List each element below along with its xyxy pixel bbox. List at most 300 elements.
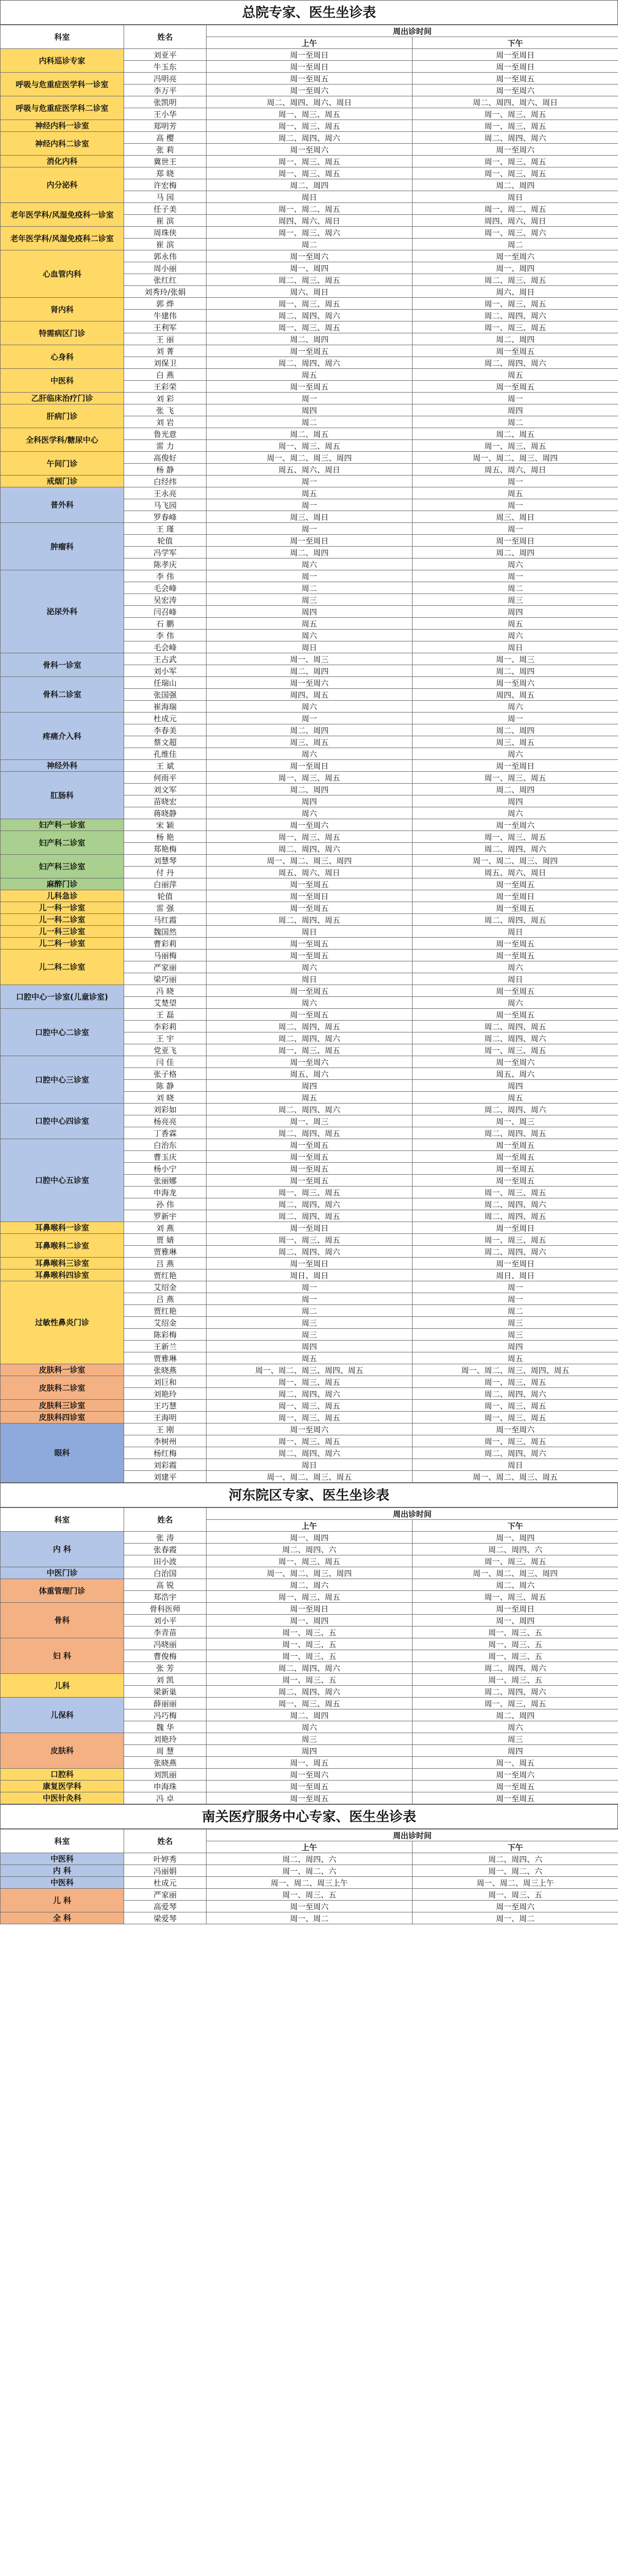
doctor-name: 郑 晓 bbox=[124, 167, 207, 179]
am-schedule: 周一、周三、周五 bbox=[207, 108, 413, 120]
am-schedule: 周五 bbox=[207, 618, 413, 630]
am-schedule: 周一至周五 bbox=[207, 878, 413, 890]
am-schedule: 周四 bbox=[207, 1745, 413, 1757]
pm-schedule: 周一、周二、六 bbox=[413, 1865, 618, 1877]
am-schedule: 周二、周三、周五 bbox=[207, 274, 413, 286]
dept-cell: 皮肤科 bbox=[1, 1733, 124, 1769]
dept-cell: 皮肤科二诊室 bbox=[1, 1376, 124, 1400]
am-schedule: 周一、周三、周五 bbox=[207, 167, 413, 179]
am-schedule: 周日 bbox=[207, 641, 413, 653]
pm-schedule: 周一、周三、周五 bbox=[413, 1591, 618, 1603]
am-schedule: 周日、周日 bbox=[207, 1269, 413, 1281]
doctor-name: 白丽萍 bbox=[124, 878, 207, 890]
doctor-name: 许宏梅 bbox=[124, 179, 207, 191]
doctor-name: 贾红艳 bbox=[124, 1269, 207, 1281]
doctor-name: 张凯明 bbox=[124, 96, 207, 108]
am-schedule: 周二、周四 bbox=[207, 333, 413, 345]
pm-schedule: 周一至周五 bbox=[413, 1151, 618, 1163]
dept-cell: 泌尿外科 bbox=[1, 570, 124, 653]
am-schedule: 周二、周四、周六 bbox=[207, 132, 413, 144]
am-schedule: 周一、周四 bbox=[207, 262, 413, 274]
doctor-name: 王 宇 bbox=[124, 1032, 207, 1044]
pm-schedule: 周二、周四 bbox=[413, 724, 618, 736]
table-row bbox=[1, 345, 618, 357]
table-row bbox=[1, 452, 618, 464]
table-row bbox=[1, 926, 618, 938]
doctor-name: 王 斌 bbox=[124, 760, 207, 772]
am-schedule: 周一、周三 bbox=[207, 653, 413, 665]
table-row bbox=[1, 1603, 618, 1615]
pm-schedule: 周一、周三、周五 bbox=[413, 1044, 618, 1056]
doctor-name: 李 伟 bbox=[124, 570, 207, 582]
pm-schedule: 周五 bbox=[413, 487, 618, 499]
am-schedule: 周二、周六 bbox=[207, 1579, 413, 1591]
pm-schedule: 周一、周四 bbox=[413, 1532, 618, 1544]
table-row bbox=[1, 120, 618, 132]
pm-schedule: 周一至周六 bbox=[413, 1423, 618, 1435]
pm-schedule: 周一、周三、周五 bbox=[413, 1698, 618, 1709]
pm-schedule: 周六、周日 bbox=[413, 286, 618, 298]
am-schedule: 周五、周六、周日 bbox=[207, 464, 413, 476]
pm-schedule: 周四 bbox=[413, 795, 618, 807]
am-schedule: 周六、周日 bbox=[207, 286, 413, 298]
pm-schedule: 周一至周六 bbox=[413, 1769, 618, 1781]
table-row bbox=[1, 428, 618, 440]
pm-schedule: 周一、周二 bbox=[413, 1912, 618, 1924]
am-schedule: 周一、周三、周五 bbox=[207, 156, 413, 167]
pm-schedule: 周五 bbox=[413, 1092, 618, 1104]
am-schedule: 周二 bbox=[207, 1305, 413, 1317]
header-row bbox=[1, 1508, 618, 1520]
table-row bbox=[1, 890, 618, 902]
doctor-name: 严家丽 bbox=[124, 961, 207, 973]
doctor-name: 马丽梅 bbox=[124, 950, 207, 961]
pm-schedule: 周五、周六、周日 bbox=[413, 464, 618, 476]
am-schedule: 周一至周日 bbox=[207, 1222, 413, 1234]
pm-schedule: 周一、周三、周五 bbox=[413, 440, 618, 452]
pm-schedule: 周一、周三、周五 bbox=[413, 1234, 618, 1246]
doctor-name: 艾绍金 bbox=[124, 1281, 207, 1293]
table-row bbox=[1, 985, 618, 997]
dept-cell: 耳鼻喉科二诊室 bbox=[1, 1234, 124, 1258]
pm-schedule: 周二、周四、周六 bbox=[413, 1198, 618, 1210]
doctor-name: 郭 烨 bbox=[124, 298, 207, 310]
pm-schedule: 周日 bbox=[413, 641, 618, 653]
doctor-name: 张晓燕 bbox=[124, 1757, 207, 1769]
header-row bbox=[1, 25, 618, 37]
am-schedule: 周二、周四 bbox=[207, 547, 413, 558]
section-title: 河东院区专家、医生坐诊表 bbox=[0, 1483, 618, 1507]
table-row bbox=[1, 1769, 618, 1781]
am-schedule: 周一至周五 bbox=[207, 985, 413, 997]
doctor-name: 李青苗 bbox=[124, 1626, 207, 1638]
table-row bbox=[1, 1056, 618, 1068]
table-row bbox=[1, 1877, 618, 1889]
am-schedule: 周三 bbox=[207, 594, 413, 606]
doctor-name: 郭永伟 bbox=[124, 250, 207, 262]
pm-schedule: 周二、周四、周六 bbox=[413, 843, 618, 855]
doctor-name: 刘 晓 bbox=[124, 1092, 207, 1104]
am-schedule: 周一、周二、六 bbox=[207, 1865, 413, 1877]
table-row bbox=[1, 1567, 618, 1579]
pm-schedule: 周六 bbox=[413, 630, 618, 641]
dept-cell: 肛肠科 bbox=[1, 772, 124, 819]
am-schedule: 周一、周三、周五 bbox=[207, 1435, 413, 1447]
pm-schedule: 周一、周三、五 bbox=[413, 1889, 618, 1901]
dept-cell: 呼吸与危重症医学科二诊室 bbox=[1, 96, 124, 120]
table-row bbox=[1, 819, 618, 831]
am-schedule: 周一、周二、周三、周四 bbox=[207, 855, 413, 867]
am-schedule: 周三 bbox=[207, 1733, 413, 1745]
dept-cell: 消化内科 bbox=[1, 156, 124, 167]
am-schedule: 周一、周三、周五 bbox=[207, 1698, 413, 1709]
doctor-name: 叶婷秀 bbox=[124, 1853, 207, 1865]
am-schedule: 周一至周六 bbox=[207, 1423, 413, 1435]
pm-schedule: 周五 bbox=[413, 369, 618, 381]
pm-schedule: 周一、周二、周三、周四 bbox=[413, 855, 618, 867]
pm-schedule: 周一至周日 bbox=[413, 1222, 618, 1234]
dept-cell: 心身科 bbox=[1, 345, 124, 369]
dept-cell: 骨科 bbox=[1, 1603, 124, 1638]
doctor-name: 宋 颖 bbox=[124, 819, 207, 831]
dept-cell: 中医针灸科 bbox=[1, 1792, 124, 1804]
table-row bbox=[1, 1258, 618, 1269]
pm-schedule: 周一至周五 bbox=[413, 73, 618, 84]
doctor-name: 孙 伟 bbox=[124, 1198, 207, 1210]
pm-schedule: 周日 bbox=[413, 926, 618, 938]
pm-schedule: 周一、周二、周三、周五 bbox=[413, 1471, 618, 1483]
doctor-name: 雷 力 bbox=[124, 440, 207, 452]
dept-cell: 皮肤科四诊室 bbox=[1, 1412, 124, 1423]
table-row bbox=[1, 713, 618, 724]
pm-schedule: 周二、周四 bbox=[413, 665, 618, 677]
pm-schedule: 周一、周三、周五 bbox=[413, 1435, 618, 1447]
am-schedule: 周二、周四 bbox=[207, 179, 413, 191]
doctor-name: 石 鹏 bbox=[124, 618, 207, 630]
pm-header: 下午 bbox=[413, 37, 618, 49]
doctor-name: 申海珠 bbox=[124, 1781, 207, 1792]
am-schedule: 周一、周三、五 bbox=[207, 1626, 413, 1638]
pm-schedule: 周一 bbox=[413, 523, 618, 535]
dept-cell: 午间门诊 bbox=[1, 452, 124, 476]
pm-schedule: 周二、周四、周六 bbox=[413, 1686, 618, 1698]
am-schedule: 周一至周日 bbox=[207, 1603, 413, 1615]
am-schedule: 周一、周三、周五 bbox=[207, 831, 413, 843]
am-schedule: 周一、周三、周五 bbox=[207, 321, 413, 333]
table-row bbox=[1, 203, 618, 215]
pm-schedule: 周一、周二、周三、周四 bbox=[413, 1567, 618, 1579]
doctor-name: 刘 凯 bbox=[124, 1674, 207, 1686]
doctor-name: 刘彩霞 bbox=[124, 1459, 207, 1471]
am-schedule: 周一、周三、周五 bbox=[207, 1400, 413, 1412]
doctor-name: 李彩莉 bbox=[124, 1021, 207, 1032]
doctor-name: 郑浩宇 bbox=[124, 1591, 207, 1603]
pm-schedule: 周一 bbox=[413, 570, 618, 582]
pm-schedule: 周二、周五 bbox=[413, 428, 618, 440]
pm-schedule: 周二、周四 bbox=[413, 1709, 618, 1721]
doctor-name: 张 涛 bbox=[124, 1532, 207, 1544]
pm-schedule: 周一、周三、周五 bbox=[413, 108, 618, 120]
doctor-name: 田小波 bbox=[124, 1555, 207, 1567]
doctor-name: 吴宏涛 bbox=[124, 594, 207, 606]
am-schedule: 周一至周五 bbox=[207, 1175, 413, 1187]
schedule-section bbox=[0, 1804, 618, 1924]
header-row bbox=[1, 1829, 618, 1841]
pm-schedule: 周五 bbox=[413, 1352, 618, 1364]
pm-schedule: 周一至周五 bbox=[413, 938, 618, 950]
dept-cell: 耳鼻喉科三诊室 bbox=[1, 1258, 124, 1269]
name-header: 姓名 bbox=[124, 1508, 207, 1532]
doctor-name: 梁巧丽 bbox=[124, 973, 207, 985]
am-schedule: 周一、周四 bbox=[207, 1532, 413, 1544]
table-row bbox=[1, 1579, 618, 1591]
schedule-section bbox=[0, 1483, 618, 1804]
schedule-table bbox=[0, 25, 618, 1483]
dept-cell: 口腔中心一诊室(儿童诊室) bbox=[1, 985, 124, 1009]
doctor-name: 杜成元 bbox=[124, 713, 207, 724]
am-schedule: 周二、周四 bbox=[207, 724, 413, 736]
am-schedule: 周一、周三、周五 bbox=[207, 1187, 413, 1198]
dept-cell: 特需病区门诊 bbox=[1, 321, 124, 345]
doctor-name: 高 锐 bbox=[124, 1579, 207, 1591]
dept-cell: 康复医学科 bbox=[1, 1781, 124, 1792]
doctor-name: 贾雅琳 bbox=[124, 1352, 207, 1364]
doctor-name: 孔维佳 bbox=[124, 748, 207, 760]
am-schedule: 周一至周六 bbox=[207, 1769, 413, 1781]
table-row bbox=[1, 1234, 618, 1246]
dept-cell: 口腔中心三诊室 bbox=[1, 1056, 124, 1104]
table-row bbox=[1, 321, 618, 333]
table-row bbox=[1, 1139, 618, 1151]
doctor-name: 王巧慧 bbox=[124, 1400, 207, 1412]
doctor-name: 蒋晓静 bbox=[124, 807, 207, 819]
table-row bbox=[1, 1104, 618, 1115]
am-schedule: 周二、周四、六 bbox=[207, 1853, 413, 1865]
pm-schedule: 周一至周六 bbox=[413, 1056, 618, 1068]
doctor-name: 王 瑾 bbox=[124, 523, 207, 535]
doctor-name: 王占武 bbox=[124, 653, 207, 665]
pm-schedule: 周六 bbox=[413, 961, 618, 973]
pm-schedule: 周一、周三、周五 bbox=[413, 1400, 618, 1412]
table-row bbox=[1, 1532, 618, 1544]
pm-schedule: 周二、周六 bbox=[413, 1579, 618, 1591]
dept-cell: 内科巡诊专家 bbox=[1, 49, 124, 73]
time-header: 周出诊时间 bbox=[207, 25, 618, 37]
name-header: 姓名 bbox=[124, 25, 207, 49]
pm-schedule: 周三、周五 bbox=[413, 736, 618, 748]
pm-schedule: 周一至周五 bbox=[413, 1139, 618, 1151]
doctor-name: 蔡文超 bbox=[124, 736, 207, 748]
table-row bbox=[1, 1412, 618, 1423]
am-schedule: 周六 bbox=[207, 997, 413, 1009]
am-schedule: 周四 bbox=[207, 404, 413, 416]
am-schedule: 周一至周五 bbox=[207, 345, 413, 357]
doctor-name: 冯学军 bbox=[124, 547, 207, 558]
am-schedule: 周六 bbox=[207, 807, 413, 819]
doctor-name: 张丽娜 bbox=[124, 1175, 207, 1187]
dept-cell: 肿瘤科 bbox=[1, 523, 124, 570]
pm-schedule: 周一、周三、周五 bbox=[413, 831, 618, 843]
pm-schedule: 周二、周四、周六 bbox=[413, 310, 618, 321]
am-schedule: 周一至周五 bbox=[207, 1139, 413, 1151]
am-schedule: 周二、周四、周六 bbox=[207, 843, 413, 855]
doctor-name: 罗新宇 bbox=[124, 1210, 207, 1222]
doctor-name: 郑艳梅 bbox=[124, 843, 207, 855]
am-schedule: 周六 bbox=[207, 558, 413, 570]
dept-cell: 麻醉门诊 bbox=[1, 878, 124, 890]
dept-cell: 疼痛介入科 bbox=[1, 713, 124, 760]
doctor-name: 张 飞 bbox=[124, 404, 207, 416]
am-schedule: 周一 bbox=[207, 499, 413, 511]
doctor-name: 雷 强 bbox=[124, 902, 207, 914]
am-schedule: 周三、周五 bbox=[207, 736, 413, 748]
am-schedule: 周五 bbox=[207, 487, 413, 499]
doctor-name: 刘 彩 bbox=[124, 393, 207, 404]
am-schedule: 周一、周三、周五 bbox=[207, 1234, 413, 1246]
doctor-name: 王彩荣 bbox=[124, 381, 207, 393]
pm-schedule: 周一至周五 bbox=[413, 345, 618, 357]
dept-cell: 口腔科 bbox=[1, 1769, 124, 1781]
table-row bbox=[1, 1281, 618, 1293]
doctor-name: 艾绍金 bbox=[124, 1317, 207, 1329]
pm-schedule: 周一至周五 bbox=[413, 381, 618, 393]
am-schedule: 周二、周四、周六、周日 bbox=[207, 96, 413, 108]
doctor-name: 冯 卓 bbox=[124, 1792, 207, 1804]
dept-cell: 中医科 bbox=[1, 369, 124, 393]
pm-schedule: 周二、周四、周六 bbox=[413, 1447, 618, 1459]
doctor-name: 任子美 bbox=[124, 203, 207, 215]
doctor-name: 刘巨和 bbox=[124, 1376, 207, 1388]
doctor-name: 王小华 bbox=[124, 108, 207, 120]
doctor-name: 王 丽 bbox=[124, 333, 207, 345]
table-row bbox=[1, 1853, 618, 1865]
pm-schedule: 周一、周三、五 bbox=[413, 1638, 618, 1650]
am-schedule: 周一、周二、周三、周四、周五 bbox=[207, 1364, 413, 1376]
pm-schedule: 周一 bbox=[413, 499, 618, 511]
pm-schedule: 周二、周四、周六 bbox=[413, 1032, 618, 1044]
doctor-name: 崔海瑞 bbox=[124, 701, 207, 713]
pm-schedule: 周一 bbox=[413, 1281, 618, 1293]
am-header: 上午 bbox=[207, 1520, 413, 1532]
doctor-name: 梁爱琴 bbox=[124, 1912, 207, 1924]
pm-schedule: 周一至周六 bbox=[413, 1901, 618, 1912]
doctor-name: 张 芳 bbox=[124, 1662, 207, 1674]
pm-schedule: 周一、周三、周五 bbox=[413, 1187, 618, 1198]
pm-schedule: 周六 bbox=[413, 558, 618, 570]
doctor-name: 郑明芳 bbox=[124, 120, 207, 132]
pm-schedule: 周六 bbox=[413, 997, 618, 1009]
doctor-name: 曹彩莉 bbox=[124, 938, 207, 950]
pm-schedule: 周一至周日 bbox=[413, 535, 618, 547]
am-schedule: 周二、周四、周六 bbox=[207, 357, 413, 369]
pm-schedule: 周一至周五 bbox=[413, 950, 618, 961]
dept-cell: 皮肤科一诊室 bbox=[1, 1364, 124, 1376]
pm-schedule: 周一至周日 bbox=[413, 61, 618, 73]
table-row bbox=[1, 855, 618, 867]
pm-schedule: 周五、周六、周日 bbox=[413, 867, 618, 878]
doctor-name: 刘艳玲 bbox=[124, 1733, 207, 1745]
pm-schedule: 周一、周三、周五 bbox=[413, 321, 618, 333]
am-schedule: 周二、周四、周六 bbox=[207, 1447, 413, 1459]
doctor-name: 刘小平 bbox=[124, 1615, 207, 1626]
am-schedule: 周一至周六 bbox=[207, 819, 413, 831]
table-row bbox=[1, 1638, 618, 1650]
doctor-name: 杨小宁 bbox=[124, 1163, 207, 1175]
doctor-name: 苗晓宏 bbox=[124, 795, 207, 807]
am-schedule: 周一、周三、周五 bbox=[207, 1591, 413, 1603]
pm-schedule: 周四 bbox=[413, 606, 618, 618]
pm-schedule: 周四 bbox=[413, 1745, 618, 1757]
pm-schedule: 周一至周五 bbox=[413, 1163, 618, 1175]
pm-schedule: 周二、周四 bbox=[413, 179, 618, 191]
doctor-name: 骨科医师 bbox=[124, 1603, 207, 1615]
am-schedule: 周一、周三、周五 bbox=[207, 772, 413, 784]
doctor-name: 张晓燕 bbox=[124, 1364, 207, 1376]
table-row bbox=[1, 570, 618, 582]
pm-schedule: 周六 bbox=[413, 701, 618, 713]
am-schedule: 周二、周四、周五 bbox=[207, 1021, 413, 1032]
doctor-name: 陈 静 bbox=[124, 1080, 207, 1092]
doctor-name: 何雨平 bbox=[124, 772, 207, 784]
doctor-name: 贾 婧 bbox=[124, 1234, 207, 1246]
doctor-name: 李春美 bbox=[124, 724, 207, 736]
pm-schedule: 周一、周三、周五 bbox=[413, 772, 618, 784]
pm-schedule: 周四 bbox=[413, 1080, 618, 1092]
pm-schedule: 周一、周二、周三、周四、周五 bbox=[413, 1364, 618, 1376]
pm-schedule: 周一 bbox=[413, 1293, 618, 1305]
table-row bbox=[1, 1400, 618, 1412]
pm-schedule: 周二、周四、六 bbox=[413, 1853, 618, 1865]
pm-schedule: 周一至周五 bbox=[413, 1781, 618, 1792]
pm-schedule: 周二、周三、周五 bbox=[413, 274, 618, 286]
doctor-name: 刘秀玲/张娟 bbox=[124, 286, 207, 298]
doctor-name: 王 刚 bbox=[124, 1423, 207, 1435]
am-schedule: 周一至周五 bbox=[207, 938, 413, 950]
am-schedule: 周四 bbox=[207, 606, 413, 618]
table-row bbox=[1, 1889, 618, 1901]
table-row bbox=[1, 476, 618, 487]
pm-schedule: 周二、周四、周六 bbox=[413, 132, 618, 144]
doctor-name: 吕 燕 bbox=[124, 1258, 207, 1269]
pm-schedule: 周二、周四、周六、周日 bbox=[413, 96, 618, 108]
pm-schedule: 周一至周五 bbox=[413, 1792, 618, 1804]
pm-schedule: 周一 bbox=[413, 476, 618, 487]
doctor-name: 王利军 bbox=[124, 321, 207, 333]
dept-header: 科室 bbox=[1, 1508, 124, 1532]
am-schedule: 周一、周三、五 bbox=[207, 1638, 413, 1650]
doctor-name: 崔 滨 bbox=[124, 215, 207, 227]
pm-schedule: 周四、周五 bbox=[413, 689, 618, 701]
doctor-name: 陈孝庆 bbox=[124, 558, 207, 570]
am-schedule: 周一至周五 bbox=[207, 1792, 413, 1804]
table-row bbox=[1, 156, 618, 167]
dept-cell: 肝病门诊 bbox=[1, 404, 124, 428]
doctor-name: 冯晓丽 bbox=[124, 1638, 207, 1650]
am-schedule: 周日 bbox=[207, 926, 413, 938]
table-row bbox=[1, 914, 618, 926]
doctor-name: 曹俊梅 bbox=[124, 1650, 207, 1662]
table-row bbox=[1, 1674, 618, 1686]
table-row bbox=[1, 1733, 618, 1745]
am-schedule: 周一、周二、周三、周四 bbox=[207, 452, 413, 464]
doctor-name: 梁新巢 bbox=[124, 1686, 207, 1698]
pm-schedule: 周一至周五 bbox=[413, 985, 618, 997]
doctor-name: 马红霞 bbox=[124, 914, 207, 926]
table-row bbox=[1, 1698, 618, 1709]
am-schedule: 周二、周四、六 bbox=[207, 1544, 413, 1555]
am-schedule: 周一至周日 bbox=[207, 61, 413, 73]
am-schedule: 周一至周六 bbox=[207, 1056, 413, 1068]
